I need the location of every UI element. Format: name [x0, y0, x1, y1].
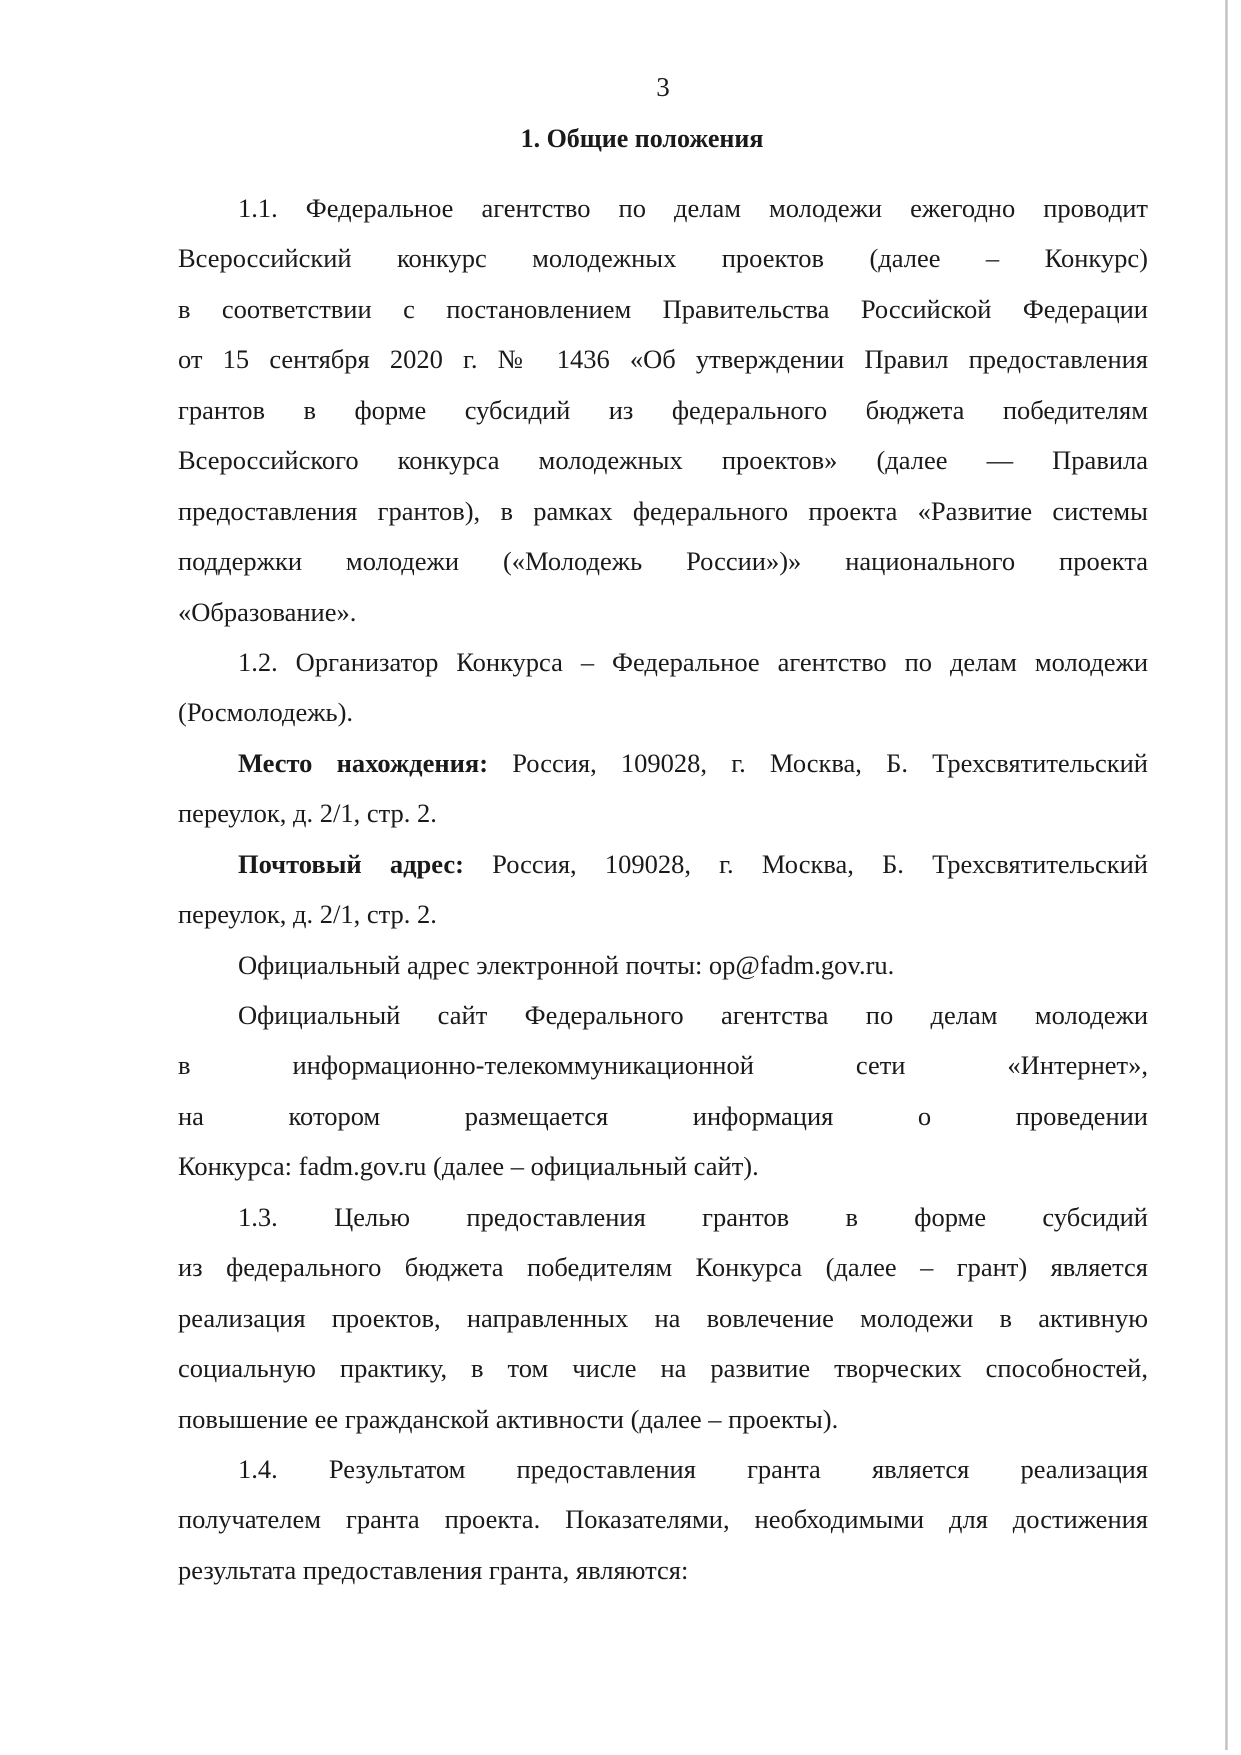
text-line: Конкурса: fadm.gov.ru (далее – официальный сайт). — [178, 1151, 759, 1182]
paragraph-1-4 — [178, 1451, 1148, 1602]
text-line: Всероссийский конкурс молодежных проектов (далее – Конкурс) — [178, 243, 1148, 274]
text-line: в информационно-телекоммуникационной сети «Интернет», — [178, 1050, 1148, 1081]
location-address: Россия, 109028, г. Москва, Б. Трехсвятительский — [488, 747, 1148, 778]
text-line: от 15 сентября 2020 г. № 1436 «Об утверждении Правил предоставления — [178, 344, 1148, 375]
text-line: 1.4. Результатом предоставления гранта является реализация — [238, 1453, 1148, 1484]
text-line: реализация проектов, направленных на вовлечение молодежи в активную — [178, 1302, 1148, 1333]
paragraph-1-3 — [178, 1199, 1148, 1451]
text-line: на котором размещается информация о проведении — [178, 1100, 1148, 1131]
text-line: 1.2. Организатор Конкурса – Федеральное агентство по делам молодежи — [238, 646, 1148, 677]
email-paragraph — [178, 947, 1148, 997]
text-line: 1.3. Целью предоставления грантов в форме субсидий — [238, 1201, 1148, 1232]
text-line — [178, 846, 1148, 896]
page-number: 3 — [656, 72, 670, 102]
text-line: в соответствии с постановлением Правительства Российской Федерации — [178, 293, 1148, 324]
section-heading: 1. Общие положения — [520, 124, 764, 153]
text-line: предоставления грантов), в рамках федерального проекта «Развитие системы — [178, 495, 1148, 526]
text-line: Всероссийского конкурса молодежных проектов» (далее — Правила — [178, 445, 1148, 476]
scan-edge-line — [1225, 0, 1228, 1750]
postal-address: Россия, 109028, г. Москва, Б. Трехсвятительский — [463, 848, 1148, 879]
paragraph-1-2 — [178, 644, 1148, 745]
postal-label: Почтовый адрес: — [238, 848, 464, 879]
postal-paragraph — [178, 846, 1148, 947]
text-line: переулок, д. 2/1, стр. 2. — [178, 899, 437, 930]
text-line — [178, 745, 1148, 795]
email-line: Официальный адрес электронной почты: op@fadm.gov.ru. — [238, 949, 895, 980]
text-line: повышение ее гражданской активности (далее – проекты). — [178, 1403, 839, 1434]
text-line: социальную практику, в том числе на развитие творческих способностей, — [178, 1353, 1148, 1384]
website-paragraph — [178, 997, 1148, 1199]
text-line: получателем гранта проекта. Показателями, необходимыми для достижения — [178, 1504, 1148, 1535]
text-line: Официальный сайт Федерального агентства по делам молодежи — [238, 1000, 1148, 1030]
text-line: поддержки молодежи («Молодежь России»)» национального проекта — [178, 546, 1148, 577]
text-line: результата предоставления гранта, являются: — [178, 1554, 689, 1585]
location-paragraph — [178, 745, 1148, 846]
location-label: Место нахождения: — [238, 747, 489, 778]
paragraph-1-1 — [178, 190, 1148, 644]
text-line: переулок, д. 2/1, стр. 2. — [178, 798, 437, 829]
text-line: 1.1. Федеральное агентство по делам молодежи ежегодно проводит — [238, 193, 1148, 223]
document-body — [178, 190, 1148, 1602]
text-line: «Образование». — [178, 596, 357, 627]
text-line: из федерального бюджета победителям Конкурса (далее – грант) является — [178, 1252, 1148, 1283]
text-line: грантов в форме субсидий из федерального бюджета победителям — [178, 394, 1148, 425]
text-line: (Росмолодежь). — [178, 697, 354, 728]
